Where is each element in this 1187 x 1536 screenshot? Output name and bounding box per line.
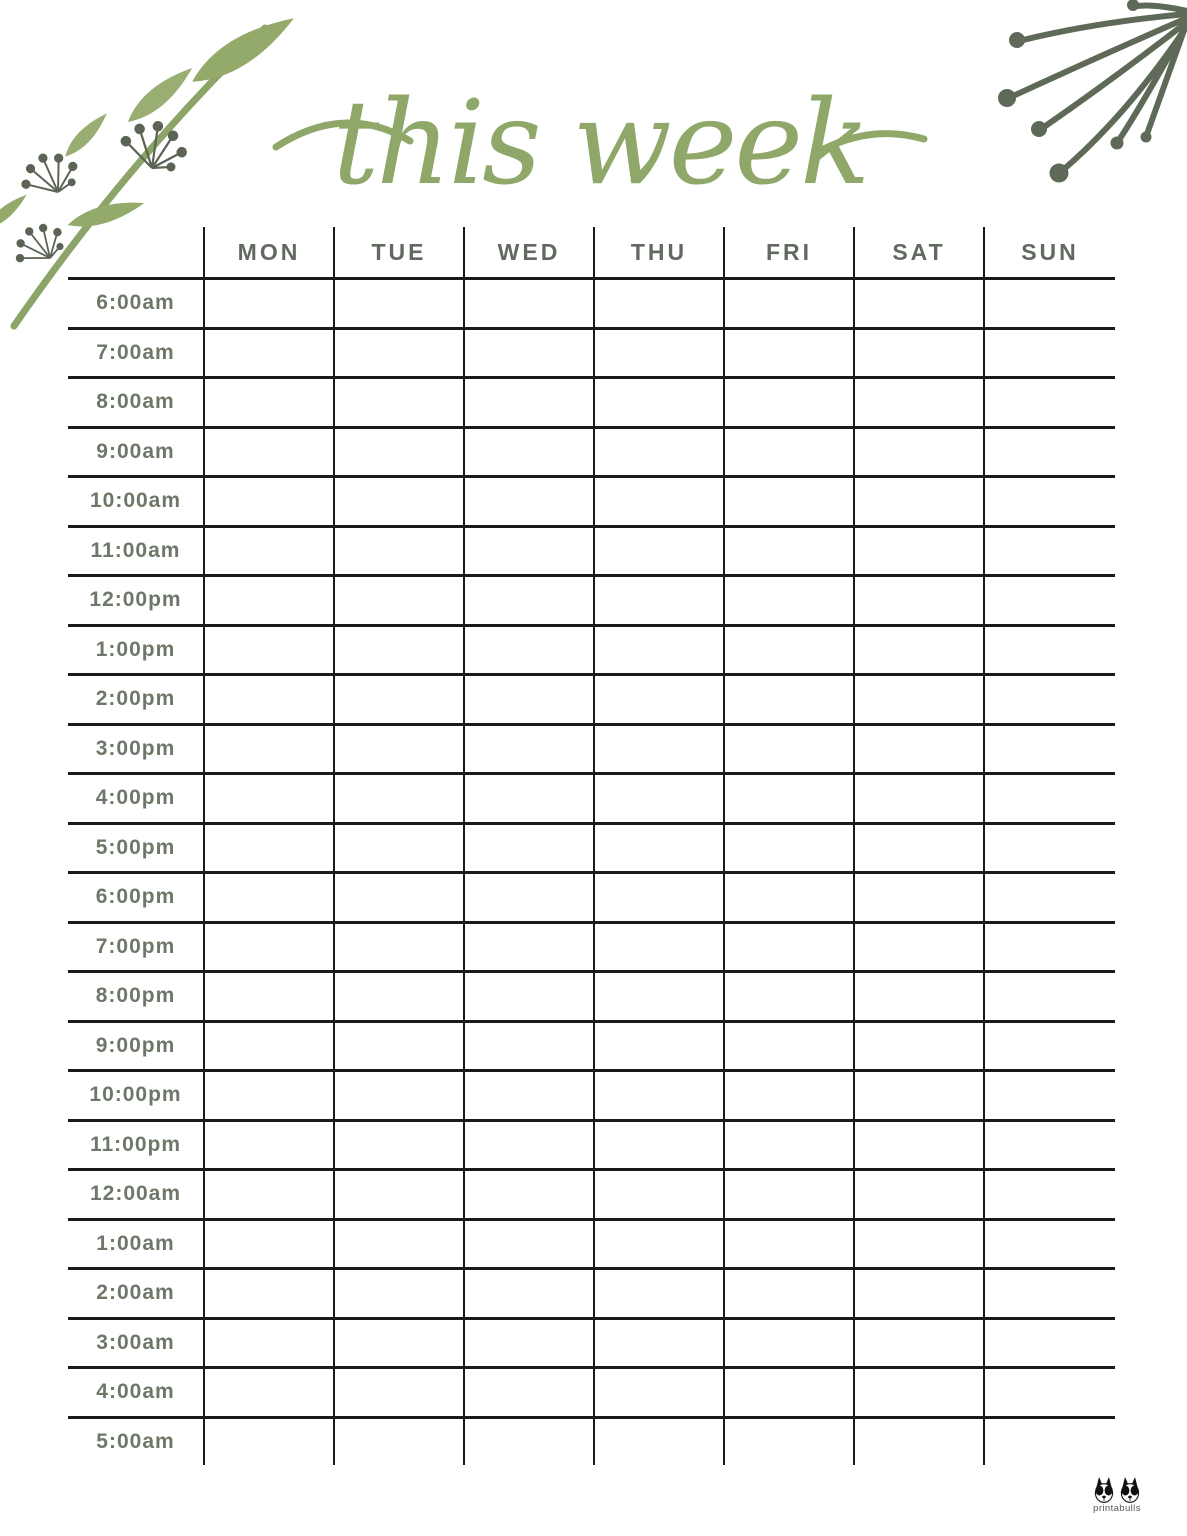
schedule-cell	[205, 426, 335, 476]
schedule-cell	[205, 871, 335, 921]
schedule-cell	[205, 525, 335, 575]
schedule-cell	[855, 277, 985, 327]
schedule-cell	[985, 822, 1115, 872]
schedule-cell	[335, 525, 465, 575]
schedule-cell	[205, 1317, 335, 1367]
page-title-script	[270, 35, 930, 215]
schedule-cell	[465, 1218, 595, 1268]
schedule-cell	[205, 1366, 335, 1416]
schedule-cell	[465, 1020, 595, 1070]
schedule-cell	[855, 1020, 985, 1070]
schedule-cell	[725, 871, 855, 921]
schedule-cell	[725, 772, 855, 822]
schedule-cell	[595, 327, 725, 377]
schedule-cell	[855, 624, 985, 674]
time-label: 1:00pm	[68, 624, 205, 674]
schedule-cell	[985, 1366, 1115, 1416]
schedule-cell	[205, 970, 335, 1020]
schedule-cell	[465, 1366, 595, 1416]
schedule-cell	[335, 624, 465, 674]
schedule-cell	[855, 376, 985, 426]
time-label: 2:00pm	[68, 673, 205, 723]
schedule-cell	[465, 574, 595, 624]
schedule-cell	[725, 376, 855, 426]
schedule-cell	[725, 426, 855, 476]
schedule-cell	[855, 1218, 985, 1268]
schedule-cell	[985, 327, 1115, 377]
schedule-cell	[595, 1020, 725, 1070]
schedule-cell	[985, 1416, 1115, 1466]
schedule-cell	[855, 525, 985, 575]
schedule-cell	[335, 475, 465, 525]
schedule-cell	[465, 673, 595, 723]
schedule-cell	[465, 426, 595, 476]
schedule-cell	[985, 426, 1115, 476]
schedule-cell	[465, 921, 595, 971]
schedule-cell	[985, 376, 1115, 426]
schedule-cell	[595, 1069, 725, 1119]
schedule-cell	[205, 723, 335, 773]
schedule-cell	[205, 277, 335, 327]
schedule-cell	[985, 1119, 1115, 1169]
schedule-cell	[725, 1020, 855, 1070]
brand-name: printabulls	[1093, 1503, 1141, 1514]
schedule-cell	[205, 673, 335, 723]
schedule-cell	[205, 376, 335, 426]
schedule-cell	[335, 1020, 465, 1070]
schedule-cell	[855, 426, 985, 476]
printabulls-logo	[1090, 1476, 1144, 1518]
day-header-tue: TUE	[335, 227, 465, 277]
schedule-cell	[335, 376, 465, 426]
schedule-cell	[335, 1267, 465, 1317]
schedule-cell	[205, 921, 335, 971]
schedule-cell	[465, 1119, 595, 1169]
schedule-cell	[985, 871, 1115, 921]
schedule-cell	[985, 970, 1115, 1020]
schedule-cell	[855, 1168, 985, 1218]
schedule-cell	[465, 525, 595, 575]
day-header-sat: SAT	[855, 227, 985, 277]
schedule-cell	[725, 327, 855, 377]
schedule-cell	[985, 1020, 1115, 1070]
schedule-cell	[335, 426, 465, 476]
time-label: 6:00am	[68, 277, 205, 327]
schedule-cell	[725, 970, 855, 1020]
schedule-cell	[465, 970, 595, 1020]
schedule-cell	[725, 1267, 855, 1317]
schedule-cell	[725, 822, 855, 872]
schedule-cell	[465, 1416, 595, 1466]
schedule-cell	[595, 822, 725, 872]
schedule-cell	[465, 871, 595, 921]
schedule-cell	[595, 1218, 725, 1268]
schedule-cell	[335, 822, 465, 872]
berry-twig-decoration	[947, 0, 1187, 235]
schedule-cell	[855, 970, 985, 1020]
schedule-cell	[595, 1119, 725, 1169]
time-label: 5:00am	[68, 1416, 205, 1466]
schedule-cell	[465, 376, 595, 426]
schedule-cell	[205, 1069, 335, 1119]
schedule-cell	[205, 327, 335, 377]
schedule-cell	[855, 574, 985, 624]
schedule-cell	[335, 1366, 465, 1416]
schedule-cell	[985, 673, 1115, 723]
schedule-cell	[725, 1366, 855, 1416]
schedule-cell	[855, 772, 985, 822]
schedule-cell	[595, 1317, 725, 1367]
schedule-cell	[595, 1267, 725, 1317]
schedule-cell	[985, 1069, 1115, 1119]
time-label: 11:00am	[68, 525, 205, 575]
schedule-cell	[465, 277, 595, 327]
schedule-cell	[335, 1317, 465, 1367]
day-header-thu: THU	[595, 227, 725, 277]
schedule-cell	[595, 1366, 725, 1416]
schedule-cell	[335, 1119, 465, 1169]
schedule-cell	[335, 871, 465, 921]
schedule-cell	[595, 723, 725, 773]
schedule-cell	[985, 277, 1115, 327]
schedule-cell	[465, 822, 595, 872]
schedule-cell	[595, 772, 725, 822]
schedule-cell	[335, 327, 465, 377]
schedule-cell	[855, 822, 985, 872]
schedule-cell	[985, 1267, 1115, 1317]
day-header-sun: SUN	[1021, 238, 1079, 265]
schedule-cell	[595, 673, 725, 723]
schedule-cell	[335, 1218, 465, 1268]
schedule-cell	[725, 1416, 855, 1466]
schedule-cell	[985, 574, 1115, 624]
schedule-cell	[725, 921, 855, 971]
schedule-cell	[855, 327, 985, 377]
schedule-cell	[465, 475, 595, 525]
schedule-cell	[205, 1416, 335, 1466]
schedule-cell	[855, 1119, 985, 1169]
time-label: 7:00pm	[68, 921, 205, 971]
schedule-cell	[725, 1218, 855, 1268]
schedule-cell	[465, 1267, 595, 1317]
schedule-cell	[205, 1020, 335, 1070]
schedule-cell	[335, 1069, 465, 1119]
schedule-cell	[465, 772, 595, 822]
schedule-cell	[985, 475, 1115, 525]
time-label: 8:00am	[68, 376, 205, 426]
schedule-cell	[855, 1416, 985, 1466]
time-label: 12:00pm	[68, 574, 205, 624]
schedule-cell	[855, 1069, 985, 1119]
bulldog-icon	[1093, 1476, 1141, 1504]
schedule-cell	[855, 871, 985, 921]
schedule-cell	[595, 624, 725, 674]
schedule-cell	[725, 525, 855, 575]
time-label: 11:00pm	[68, 1119, 205, 1169]
schedule-cell	[725, 1168, 855, 1218]
time-label: 8:00pm	[68, 970, 205, 1020]
schedule-cell	[465, 327, 595, 377]
schedule-cell	[335, 574, 465, 624]
schedule-cell	[985, 624, 1115, 674]
schedule-cell	[855, 673, 985, 723]
time-label: 4:00am	[68, 1366, 205, 1416]
schedule-cell	[335, 921, 465, 971]
schedule-cell	[985, 525, 1115, 575]
schedule-cell	[335, 970, 465, 1020]
schedule-cell	[595, 970, 725, 1020]
schedule-cell	[465, 723, 595, 773]
time-label: 10:00am	[68, 475, 205, 525]
time-label: 3:00am	[68, 1317, 205, 1367]
time-label: 9:00pm	[68, 1020, 205, 1070]
day-header-fri: FRI	[725, 227, 855, 277]
weekly-schedule-table	[68, 227, 1115, 1465]
schedule-cell	[725, 277, 855, 327]
time-label: 9:00am	[68, 426, 205, 476]
schedule-cell	[855, 1366, 985, 1416]
schedule-cell	[205, 822, 335, 872]
schedule-cell	[725, 574, 855, 624]
schedule-cell	[205, 1267, 335, 1317]
schedule-cell	[205, 772, 335, 822]
schedule-cell	[985, 723, 1115, 773]
schedule-cell	[205, 1218, 335, 1268]
schedule-cell	[595, 871, 725, 921]
schedule-cell	[205, 624, 335, 674]
day-header-wed: WED	[465, 227, 595, 277]
schedule-cell	[335, 673, 465, 723]
schedule-cell	[465, 624, 595, 674]
schedule-cell	[335, 772, 465, 822]
schedule-cell	[725, 673, 855, 723]
time-label: 12:00am	[68, 1168, 205, 1218]
schedule-cell	[985, 1317, 1115, 1367]
schedule-cell	[855, 921, 985, 971]
schedule-cell	[595, 574, 725, 624]
schedule-cell	[465, 1317, 595, 1367]
schedule-cell	[205, 475, 335, 525]
schedule-cell	[725, 1119, 855, 1169]
schedule-cell	[855, 723, 985, 773]
time-label: 10:00pm	[68, 1069, 205, 1119]
time-label: 1:00am	[68, 1218, 205, 1268]
schedule-cell	[205, 1168, 335, 1218]
schedule-cell	[725, 475, 855, 525]
schedule-cell	[725, 624, 855, 674]
day-header-mon: MON	[205, 227, 335, 277]
schedule-cell	[595, 277, 725, 327]
schedule-cell	[985, 921, 1115, 971]
time-label: 5:00pm	[68, 822, 205, 872]
schedule-cell	[855, 1317, 985, 1367]
schedule-cell	[335, 1168, 465, 1218]
schedule-cell	[595, 475, 725, 525]
page-title: this week	[332, 76, 868, 211]
schedule-cell	[595, 525, 725, 575]
schedule-cell	[465, 1168, 595, 1218]
schedule-cell	[335, 1416, 465, 1466]
schedule-cell	[595, 1168, 725, 1218]
schedule-cell	[725, 723, 855, 773]
schedule-cell	[855, 1267, 985, 1317]
schedule-cell	[595, 426, 725, 476]
schedule-cell	[985, 1168, 1115, 1218]
time-label: 2:00am	[68, 1267, 205, 1317]
schedule-cell	[725, 1317, 855, 1367]
schedule-cell	[985, 772, 1115, 822]
schedule-cell	[335, 723, 465, 773]
time-label: 4:00pm	[68, 772, 205, 822]
schedule-cell	[725, 1069, 855, 1119]
corner-cell	[68, 227, 205, 277]
schedule-cell	[595, 921, 725, 971]
time-label: 6:00pm	[68, 871, 205, 921]
schedule-cell	[985, 1218, 1115, 1268]
schedule-cell	[465, 1069, 595, 1119]
time-label: 7:00am	[68, 327, 205, 377]
schedule-cell	[205, 1119, 335, 1169]
time-label: 3:00pm	[68, 723, 205, 773]
schedule-cell	[595, 1416, 725, 1466]
schedule-cell	[855, 475, 985, 525]
schedule-cell	[335, 277, 465, 327]
schedule-cell	[595, 376, 725, 426]
schedule-cell	[205, 574, 335, 624]
